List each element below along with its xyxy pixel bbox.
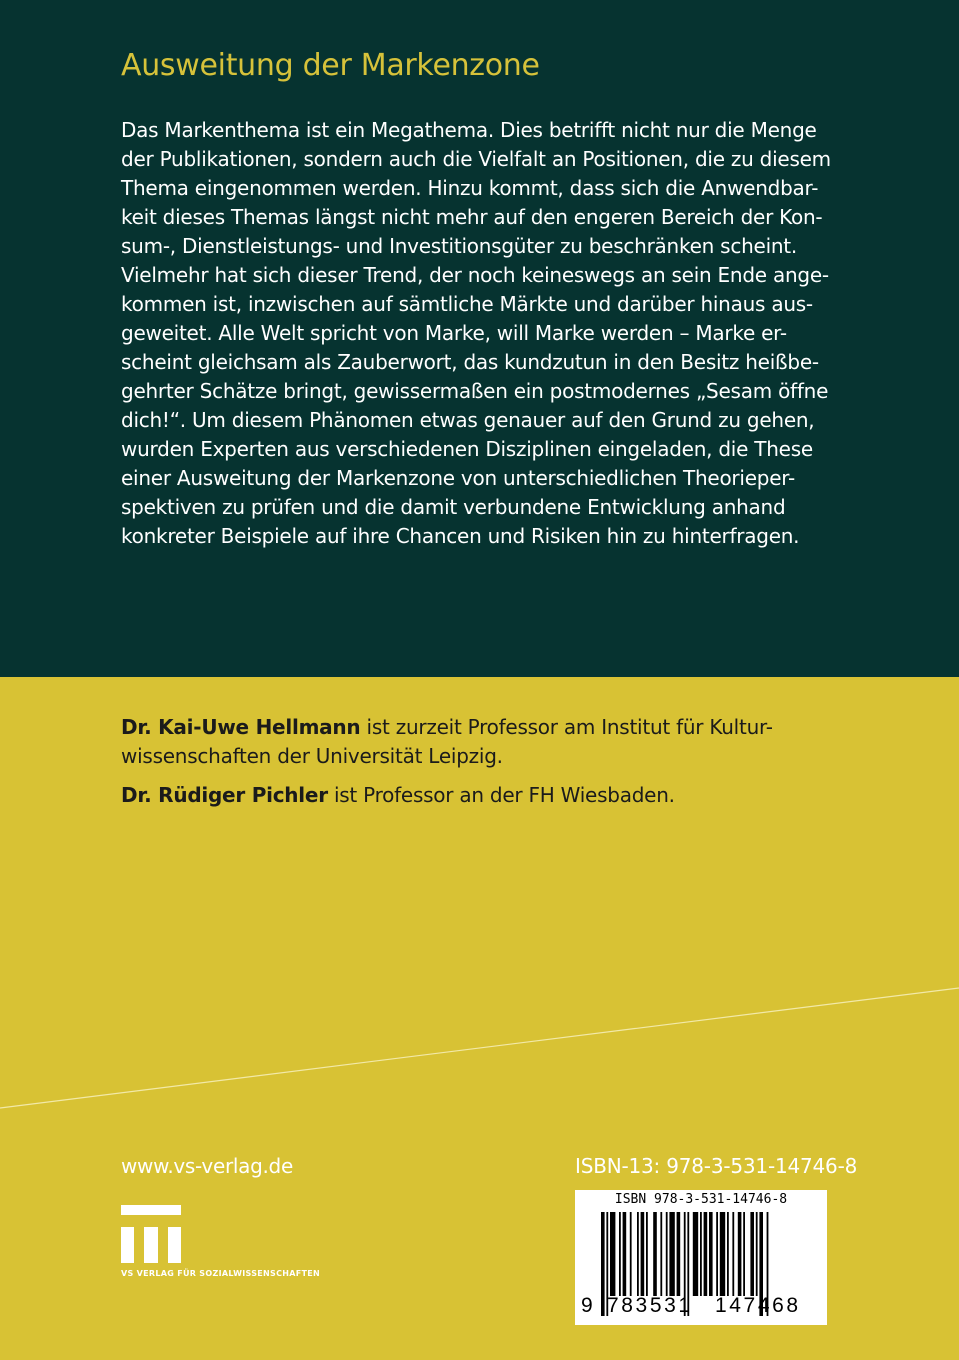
blurb-line: einer Ausweitung der Markenzone von unterschiedlichen Theorieper- xyxy=(121,466,795,490)
blurb-text xyxy=(121,116,851,551)
barcode-bar xyxy=(610,1212,615,1296)
author-1-bio-continued: wissenschaften der Universität Leipzig. xyxy=(121,744,503,768)
publisher-url[interactable]: www.vs-verlag.de xyxy=(121,1154,293,1178)
blurb-line: Das Markenthema ist ein Megathema. Dies betrifft nicht nur die Menge xyxy=(121,118,817,142)
blurb-line: kommen ist, inzwischen auf sämtliche Märkte und darüber hinaus aus- xyxy=(121,292,813,316)
barcode-bar xyxy=(623,1212,627,1296)
barcode-bar xyxy=(727,1212,729,1296)
author-bio-2 xyxy=(121,781,861,810)
barcode-bar xyxy=(704,1212,708,1296)
blurb-line: der Publikationen, sondern auch die Vielfalt an Positionen, die zu diesem xyxy=(121,147,831,171)
barcode-bar xyxy=(630,1212,632,1296)
barcode-bar xyxy=(641,1212,645,1296)
barcode-bar xyxy=(601,1212,605,1316)
publisher-logo-icon xyxy=(121,1205,181,1265)
blurb-line: spektiven zu prüfen und die damit verbundene Entwicklung anhand xyxy=(121,495,786,519)
blurb-line: gehrter Schätze bringt, gewissermaßen ein postmodernes „Sesam öffne xyxy=(121,379,829,403)
barcode-digits-left: 783531 xyxy=(607,1294,693,1317)
barcode-top-text: ISBN 978-3-531-14746-8 xyxy=(614,1192,788,1207)
author-1-name: Dr. Kai-Uwe Hellmann xyxy=(121,715,361,739)
barcode-bar xyxy=(738,1212,742,1296)
author-2-bio-text: ist Professor an der FH Wiesbaden. xyxy=(327,783,675,807)
barcode-bar xyxy=(660,1212,662,1296)
publisher-logo-text: VS VERLAG FÜR SOZIALWISSENSCHAFTEN xyxy=(121,1269,321,1278)
blurb-line: wurden Experten aus verschiedenen Disziplinen eingeladen, die These xyxy=(121,437,813,461)
barcode-bar xyxy=(716,1212,718,1296)
book-title: Ausweitung der Markenzone xyxy=(121,48,540,83)
barcode-digits-right: 147468 xyxy=(715,1294,801,1317)
barcode-digit-first: 9 xyxy=(581,1294,593,1317)
barcode-bar xyxy=(693,1212,698,1296)
barcode-bar xyxy=(732,1212,734,1296)
author-bio-1-line-1 xyxy=(121,713,861,742)
barcode-bar xyxy=(720,1212,725,1296)
blurb-line: sum-, Dienstleistungs- und Investitionsgüter zu beschränken scheint. xyxy=(121,234,798,258)
author-2-name: Dr. Rüdiger Pichler xyxy=(121,783,328,807)
blurb-line: Vielmehr hat sich dieser Trend, der noch keineswegs an sein Ende ange- xyxy=(121,263,829,287)
blurb-line: dich!“. Um diesem Phänomen etwas genauer auf den Grund zu gehen, xyxy=(121,408,815,432)
author-bios xyxy=(121,713,861,810)
barcode-bar xyxy=(646,1212,648,1296)
blurb-line: geweitet. Alle Welt spricht von Marke, will Marke werden – Marke er- xyxy=(121,321,787,345)
blurb-line: konkreter Beispiele auf ihre Chancen und Risiken hin zu hinterfragen. xyxy=(121,524,800,548)
isbn-label: ISBN-13: 978-3-531-14746-8 xyxy=(575,1154,858,1178)
barcode-bar xyxy=(750,1212,754,1296)
barcode-bar xyxy=(677,1212,681,1296)
barcode-bar xyxy=(700,1212,702,1296)
barcode-bar xyxy=(666,1212,668,1296)
barcode-bar xyxy=(709,1212,713,1296)
barcode-bar xyxy=(669,1212,674,1296)
barcode-bar xyxy=(619,1212,621,1296)
blurb-line: keit dieses Themas längst nicht mehr auf den engeren Bereich der Kon- xyxy=(121,205,823,229)
blurb-line: scheint gleichsam als Zauberwort, das kundzutun in den Besitz heißbe- xyxy=(121,350,819,374)
blurb-line: Thema eingenommen werden. Hinzu kommt, dass sich die Anwendbar- xyxy=(121,176,819,200)
barcode-bar xyxy=(637,1212,639,1296)
barcode-bar xyxy=(653,1212,657,1296)
isbn-barcode xyxy=(575,1190,827,1325)
author-1-bio-text: ist zurzeit Professor am Institut für Kultur- xyxy=(360,715,773,739)
barcode-bar xyxy=(756,1212,758,1296)
barcode-bar xyxy=(743,1212,745,1296)
